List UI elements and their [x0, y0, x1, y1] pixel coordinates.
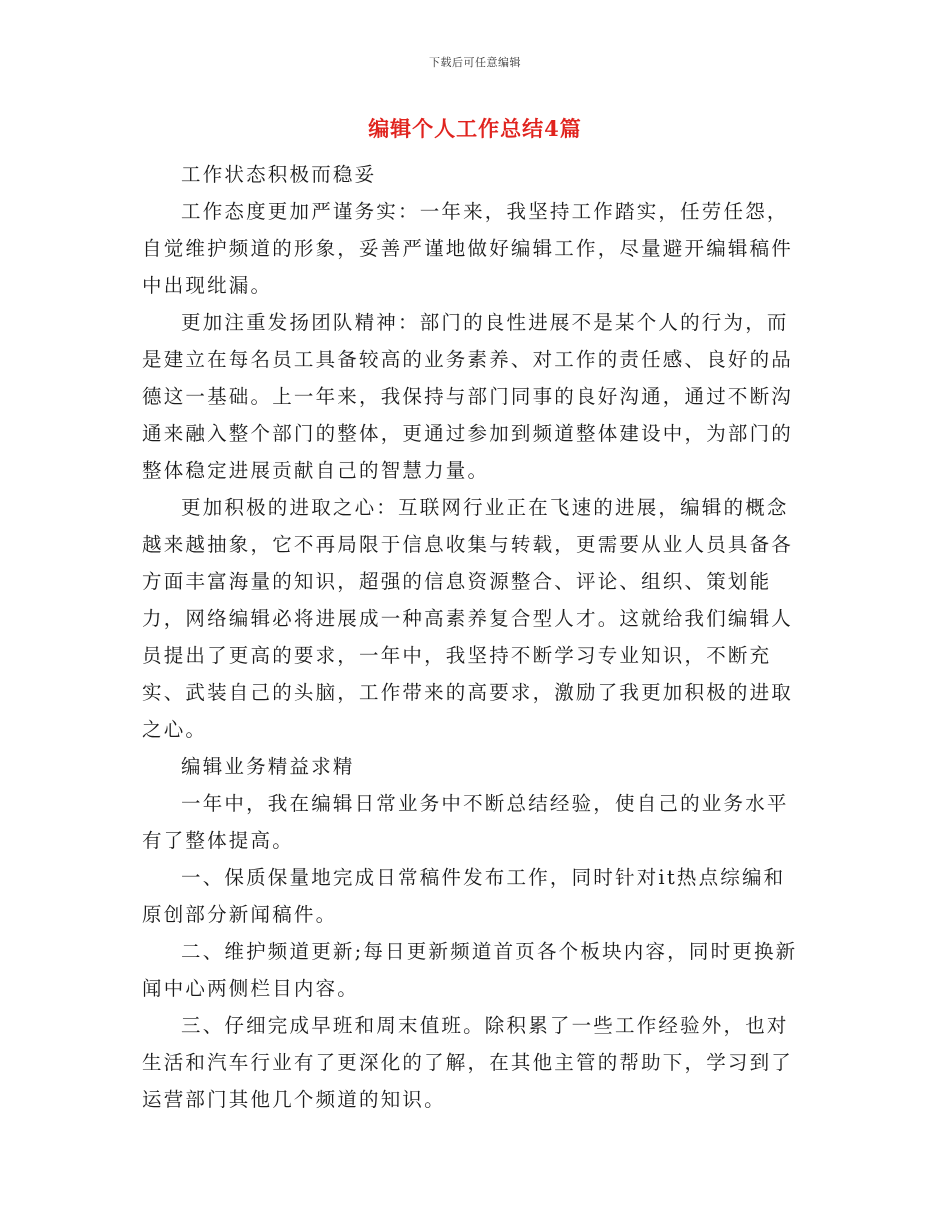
- section-heading-editing-business: 编辑业务精益求精: [181, 755, 355, 778]
- document-title: 编辑个人工作总结4篇: [368, 116, 582, 141]
- paragraph-progressive-mind: 更加积极的进取之心：互联网行业正在飞速的进展，编辑的概念越来越抽象，它不再局限于信息收集与转载，更需要从业人员具备各方面丰富海量的知识，超强的信息资源整合、评论、组织、策划能力，网络编辑必将进展成一种高素养复合型人才。这就给我们编辑人员提出了更高的要求，一年中，我坚持不断学习专业知识，不断充实、武装自己的头脑，工作带来的高要求，激励了我更加积极的进取之心。: [142, 496, 794, 741]
- paragraph-work-attitude: 工作态度更加严谨务实：一年来，我坚持工作踏实，任劳任怨，自觉维护频道的形象，妥善严谨地做好编辑工作，尽量避开编辑稿件中出现纰漏。: [142, 200, 794, 297]
- list-item-1: 一、保质保量地完成日常稿件发布工作，同时针对it热点综编和原创部分新闻稿件。: [142, 866, 786, 926]
- header-note: 下载后可任意编辑: [429, 56, 521, 69]
- section-heading-work-status: 工作状态积极而稳妥: [181, 163, 377, 186]
- document-body: [142, 156, 802, 1118]
- paragraph-team-spirit: 更加注重发扬团队精神：部门的良性进展不是某个人的行为，而是建立在每名员工具备较高的业务素养、对工作的责任感、良好的品德这一基础。上一年来，我保持与部门同事的良好沟通，通过不断沟通来融入整个部门的整体，更通过参加到频道整体建设中，为部门的整体稳定进展贡献自己的智慧力量。: [142, 311, 794, 482]
- list-item-2: 二、维护频道更新;每日更新频道首页各个板块内容，同时更换新闻中心两侧栏目内容。: [142, 940, 798, 1000]
- paragraph-experience-summary: 一年中，我在编辑日常业务中不断总结经验，使自己的业务水平有了整体提高。: [142, 792, 789, 852]
- list-item-3: 三、仔细完成早班和周末值班。除积累了一些工作经验外，也对生活和汽车行业有了更深化的了解，在其他主管的帮助下，学习到了运营部门其他几个频道的知识。: [142, 1014, 794, 1111]
